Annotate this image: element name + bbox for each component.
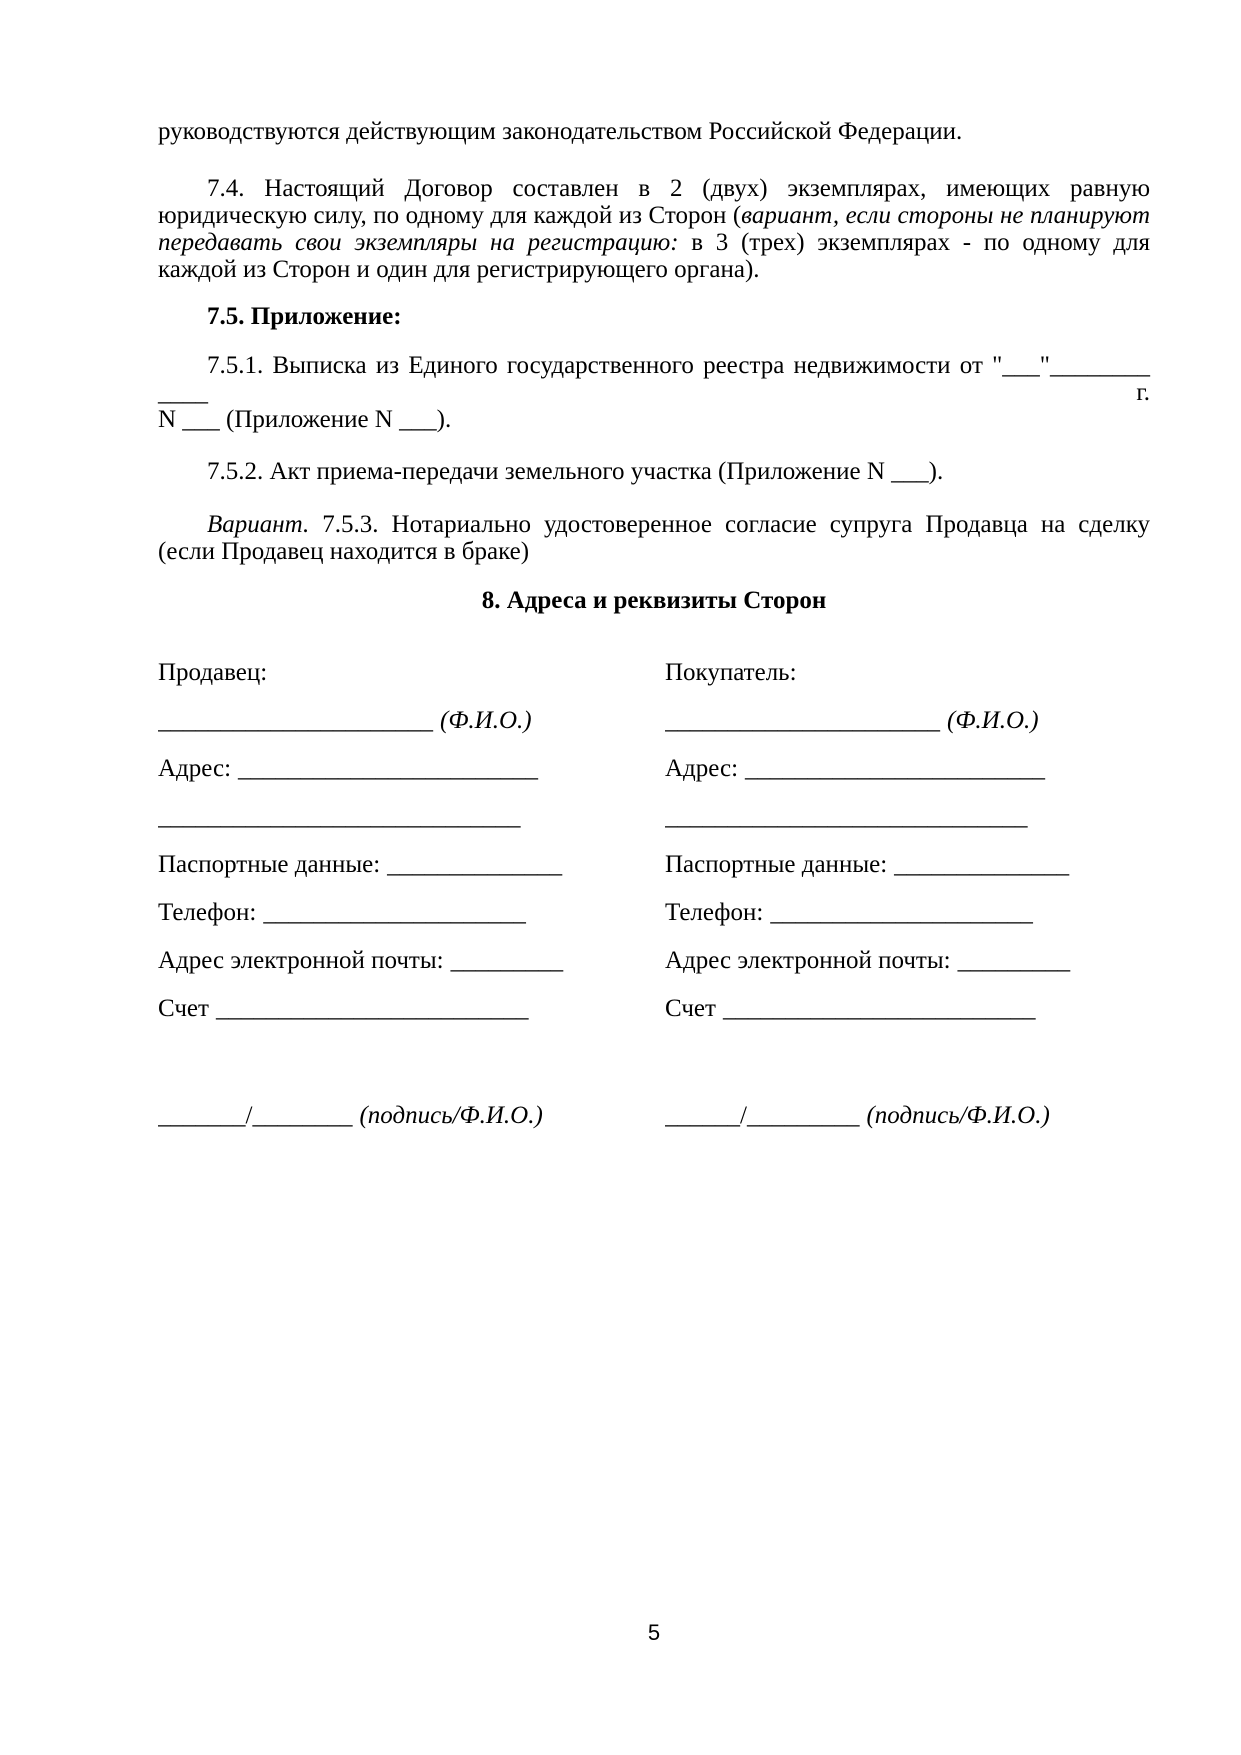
seller-title — [158, 649, 665, 697]
seller-email-row — [158, 937, 665, 985]
clause-7-4-paragraph — [158, 175, 1150, 283]
buyer-email-row — [665, 937, 1150, 985]
buyer-email-blank: _________ — [957, 947, 1071, 974]
buyer-fio-label: (Ф.И.О.) — [947, 707, 1039, 734]
clause-7-5-1-line2: N ___ (Приложение N ___). — [158, 406, 452, 433]
seller-account-label: Счет — [158, 995, 209, 1022]
buyer-account-row — [665, 985, 1150, 1033]
buyer-column — [665, 649, 1150, 1140]
document-content — [158, 118, 1150, 1140]
buyer-address-row — [665, 745, 1150, 793]
buyer-phone-row — [665, 889, 1150, 937]
buyer-account-blank: _________________________ — [722, 995, 1036, 1022]
seller-fio-blank: ______________________ — [158, 707, 433, 734]
seller-passport-row — [158, 841, 665, 889]
seller-signature-slash: / — [245, 1102, 253, 1129]
section-8-heading: 8. Адреса и реквизиты Сторон — [481, 587, 827, 614]
buyer-signature-label: (подпись/Ф.И.О.) — [866, 1102, 1050, 1129]
seller-signature-blank: _______ — [158, 1102, 246, 1129]
clause-7-5-2-paragraph: 7.5.2. Акт приема-передачи земельного участка (Приложение N ___). — [207, 458, 944, 485]
page-number: 5 — [647, 1620, 661, 1645]
seller-address-row — [158, 745, 665, 793]
clause-7-5-3-text: 7.5.3. Нотариально удостоверенное согласие супруга Продавца на сделку (если Продавец находится в браке) — [158, 511, 1150, 565]
seller-signature-name-blank: ________ — [252, 1102, 353, 1129]
buyer-title — [665, 649, 1150, 697]
seller-phone-blank: _____________________ — [263, 899, 526, 926]
seller-signature-row — [158, 1092, 665, 1140]
buyer-fio-row — [665, 697, 1150, 745]
buyer-passport-blank: ______________ — [894, 851, 1070, 878]
buyer-account-label: Счет — [665, 995, 716, 1022]
seller-fio-label: (Ф.И.О.) — [440, 707, 532, 734]
buyer-phone-label: Телефон: — [665, 899, 764, 926]
seller-fio-row — [158, 697, 665, 745]
buyer-signature-blank: ______ — [665, 1102, 740, 1129]
buyer-passport-row — [665, 841, 1150, 889]
seller-email-blank: _________ — [450, 947, 564, 974]
seller-address-blank-2: _____________________________ — [158, 803, 521, 830]
seller-account-blank: _________________________ — [215, 995, 529, 1022]
seller-address-blank: ________________________ — [238, 755, 539, 782]
seller-phone-label: Телефон: — [158, 899, 257, 926]
seller-email-label: Адрес электронной почты: — [158, 947, 444, 974]
seller-account-row — [158, 985, 665, 1033]
clause-7-4-text: 7.4. Настоящий Договор составлен в 2 (двух) экземплярах, имеющих равную юридическую силу, по одному для каждой из Сторон ( — [158, 175, 1150, 229]
clause-7-4-variant-note: вариант, если стороны не планируют передавать свои экземпляры на регистрацию: — [158, 202, 1150, 256]
buyer-passport-label: Паспортные данные: — [665, 851, 888, 878]
seller-passport-label: Паспортные данные: — [158, 851, 381, 878]
buyer-signature-row — [665, 1092, 1150, 1140]
buyer-address-row-2 — [665, 793, 1150, 841]
buyer-signature-slash: / — [740, 1102, 747, 1129]
buyer-email-label: Адрес электронной почты: — [665, 947, 951, 974]
seller-column — [158, 649, 665, 1140]
clause-7-5-1-paragraph — [158, 352, 1150, 433]
clause-7-5-3-variant-word: Вариант. — [207, 511, 310, 538]
seller-address-label: Адрес: — [158, 755, 232, 782]
seller-address-row-2 — [158, 793, 665, 841]
seller-passport-blank: ______________ — [387, 851, 563, 878]
seller-title-label: Продавец: — [158, 659, 268, 686]
clause-7-5-1-line1: 7.5.1. Выписка из Единого государственного реестра недвижимости от "___"________ ____ г. — [158, 352, 1150, 406]
buyer-signature-name-blank: _________ — [746, 1102, 860, 1129]
buyer-title-label: Покупатель: — [665, 659, 797, 686]
clause-7-5-heading: 7.5. Приложение: — [207, 303, 402, 330]
buyer-address-blank-2: _____________________________ — [665, 803, 1028, 830]
clause-7-5-3-paragraph — [158, 511, 1150, 565]
buyer-address-label: Адрес: — [665, 755, 739, 782]
clause-7-4-text-after: в 3 (трех) экземплярах - по одному для каждой из Сторон и один для регистрирующего органа). — [158, 229, 1150, 283]
intro-continuation-paragraph: руководствуются действующим законодательством Российской Федерации. — [158, 118, 963, 145]
seller-phone-row — [158, 889, 665, 937]
buyer-fio-blank: ______________________ — [665, 707, 940, 734]
buyer-phone-blank: _____________________ — [770, 899, 1033, 926]
parties-requisites-block — [158, 649, 1150, 1140]
buyer-address-blank: ________________________ — [745, 755, 1046, 782]
seller-signature-label: (подпись/Ф.И.О.) — [359, 1102, 543, 1129]
